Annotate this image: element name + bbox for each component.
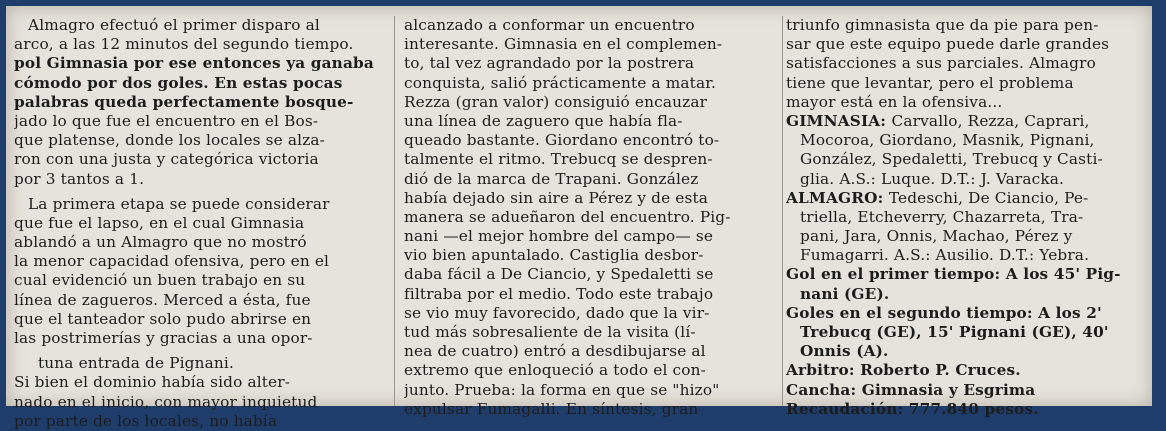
text-line: nani (GE). [800, 284, 890, 303]
text-line: queado bastante. Giordano encontró to- [404, 131, 720, 150]
text-line: ablandó a un Almagro que no mostró [14, 233, 307, 252]
text-line: Rezza (gran valor) consiguió encauzar [404, 92, 708, 111]
text-line: Almagro efectuó el primer disparo al [28, 16, 320, 34]
text-line: ron con una justa y categórica victoria [14, 150, 319, 169]
text-line: satisfacciones a sus parciales. Almagro [786, 54, 1096, 73]
text-line: Mocoroa, Giordano, Masnik, Pignani, [800, 131, 1095, 150]
column-divider [782, 16, 783, 406]
text-line: pol Gimnasia por ese entonces ya ganaba [14, 54, 374, 73]
text-line: Si bien el dominio había sido alter- [14, 373, 291, 392]
text-line: jado lo que fue el encuentro en el Bos- [14, 111, 319, 130]
text-line: que platense, donde los locales se alza- [14, 131, 325, 150]
text-line: las postrimerías y gracias a una opor- [14, 329, 313, 347]
text-line: tuna entrada de Pignani. [38, 354, 234, 373]
text-line: tiene que levantar, pero el problema [786, 73, 1074, 92]
text-line: talmente el ritmo. Trebucq se despren- [404, 150, 713, 169]
text-line: palabras queda perfectamente bosque- [14, 92, 354, 111]
text-line: que fue el lapso, en el cual Gimnasia [14, 213, 305, 232]
text-line: había dejado sin aire a Pérez y de esta [404, 188, 709, 207]
text-line: vio bien apuntalado. Castiglia desbor- [404, 246, 704, 265]
text-line: nado en el inicio, con mayor inquietud [14, 392, 318, 411]
text-line: González, Spedaletti, Trebucq y Casti- [800, 150, 1103, 169]
column-2 [404, 16, 776, 418]
text-line: una línea de zaguero que había fla- [404, 111, 683, 130]
text-line: por parte de los locales, no había [14, 411, 278, 430]
venue: Cancha: Gimnasia y Esgrima [786, 380, 1036, 399]
text-line: se vio muy favorecido, dado que la vir- [404, 303, 710, 322]
text-line: que el tanteador solo pudo abrirse en [14, 309, 312, 328]
column-divider [394, 16, 395, 406]
text-line: pani, Jara, Onnis, Machao, Pérez y [800, 227, 1073, 246]
text-line: la menor capacidad ofensiva, pero en el [14, 252, 330, 271]
newspaper-clipping [6, 6, 1152, 430]
text-line: línea de zagueros. Merced a ésta, fue [14, 290, 311, 309]
text-line: Fumagarri. A.S.: Ausilio. D.T.: Yebra. [800, 246, 1090, 265]
text-line: tud más sobresaliente de la visita (lí- [404, 323, 696, 341]
text-line: nani —el mejor hombre del campo— se [404, 227, 714, 246]
text-line: triunfo gimnasista que da pie para pen- [786, 16, 1099, 34]
text-line: nea de cuatro) entró a desdibujarse al [404, 342, 706, 361]
lineup-almagro: ALMAGRO: Tedeschi, De Ciancio, Pe- [786, 188, 1089, 207]
lineup-gimnasia: GIMNASIA: Carvallo, Rezza, Caprari, [786, 111, 1090, 130]
column-3 [786, 16, 1150, 418]
text-line: glia. A.S.: Luque. D.T.: J. Varacka. [800, 169, 1065, 188]
text-line: daba fácil a De Ciancio, y Spedaletti se [404, 265, 714, 284]
text-line: to, tal vez agrandado por la postrera [404, 54, 695, 73]
referee: Arbitro: Roberto P. Cruces. [786, 361, 1021, 380]
text-line: por 3 tantos a 1. [14, 169, 145, 188]
text-line: dió de la marca de Trapani. González [404, 169, 699, 188]
text-line: filtraba por el medio. Todo este trabajo [404, 284, 714, 303]
text-line: extremo que enloqueció a todo el con- [404, 361, 706, 380]
text-line: expulsar Fumagalli. En síntesis, gran [404, 399, 699, 418]
text-line: Onnis (A). [800, 342, 889, 361]
gate-receipts: Recaudación: 777.840 pesos. [786, 399, 1039, 418]
text-line: junto. Prueba: la forma en que se "hizo" [404, 380, 720, 399]
text-line: interesante. Gimnasia en el complemen- [404, 35, 723, 54]
text-line: arco, a las 12 minutos del segundo tiempo. [14, 35, 354, 54]
text-line: Trebucq (GE), 15' Pignani (GE), 40' [800, 323, 1109, 341]
text-line: triella, Etcheverry, Chazarreta, Tra- [800, 207, 1084, 226]
goals-second-half: Goles en el segundo tiempo: A los 2' [786, 303, 1102, 322]
text-line: cual evidenció un buen trabajo en su [14, 271, 306, 290]
text-line: manera se adueñaron del encuentro. Pig- [404, 207, 731, 226]
text-line: La primera etapa se puede considerar [28, 194, 330, 213]
text-line: cómodo por dos goles. En estas pocas [14, 73, 343, 92]
text-line: alcanzado a conformar un encuentro [404, 16, 695, 34]
text-line: mayor está en la ofensiva... [786, 92, 1003, 111]
goals-first-half: Gol en el primer tiempo: A los 45' Pig- [786, 265, 1121, 284]
text-line: conquista, salió prácticamente a matar. [404, 73, 717, 92]
column-1 [14, 16, 386, 430]
text-line: sar que este equipo puede darle grandes [786, 35, 1110, 54]
